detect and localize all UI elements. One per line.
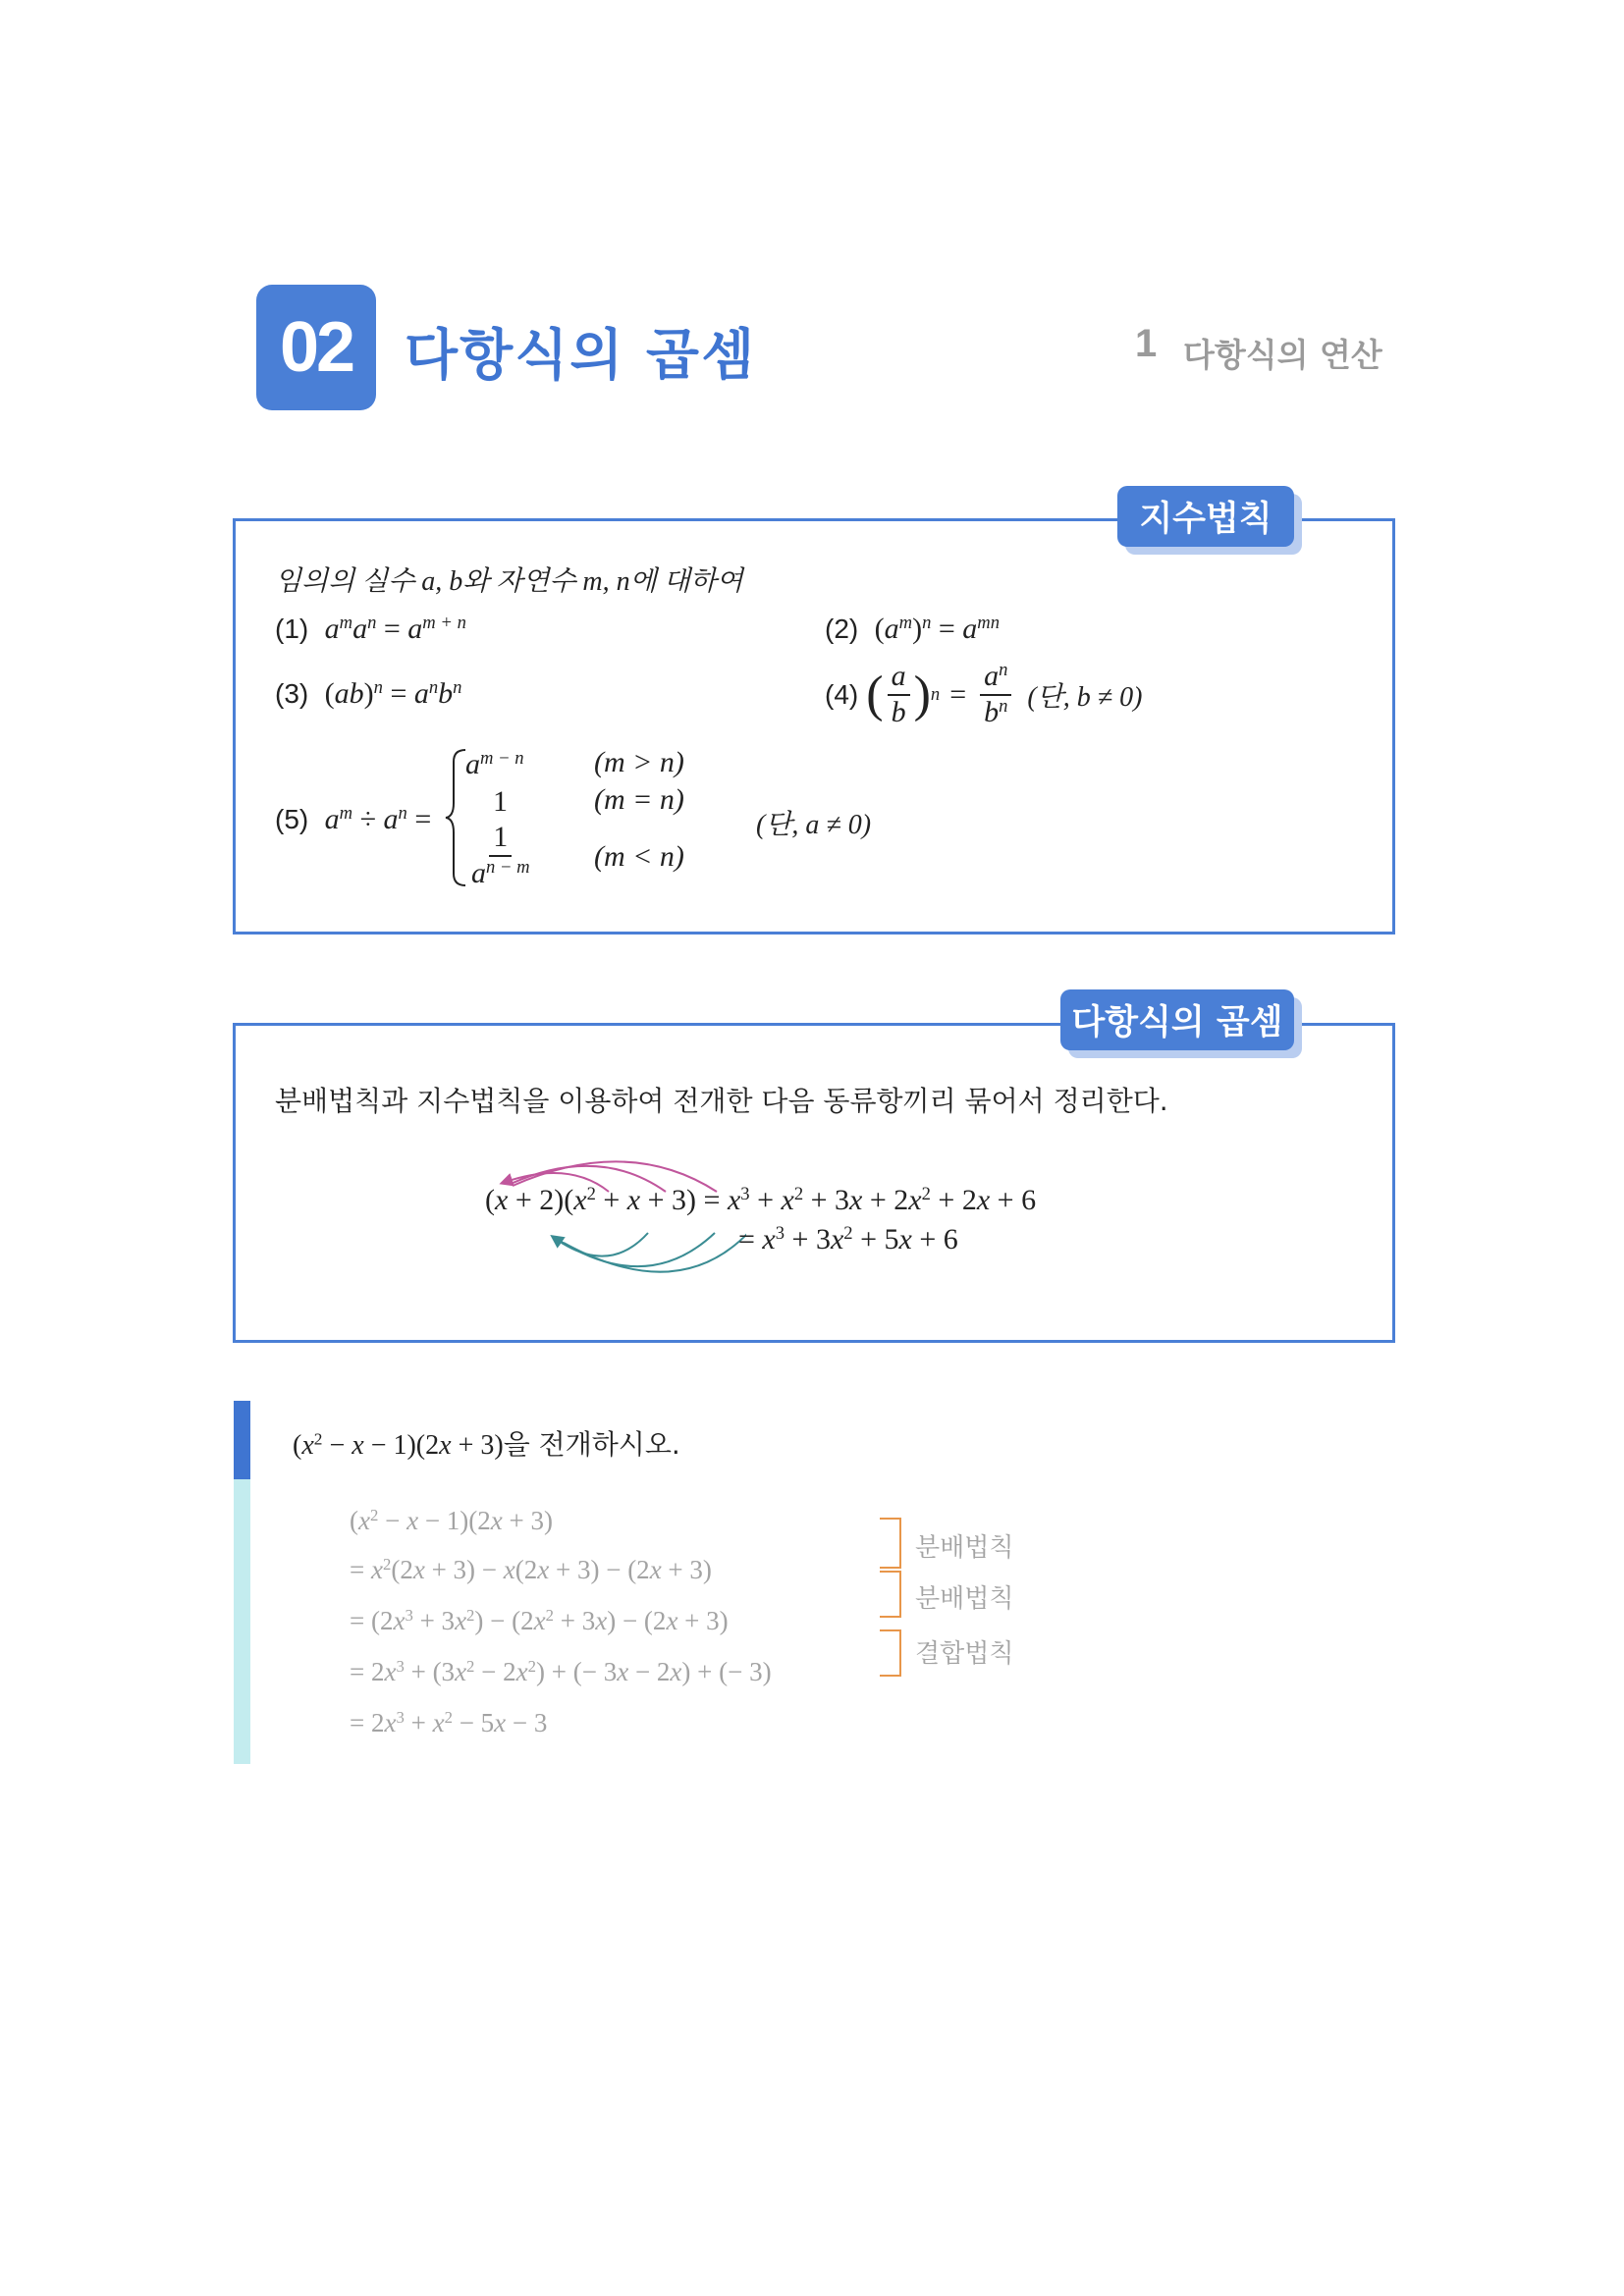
rule-3-label: (3) bbox=[275, 678, 309, 709]
rule-2 bbox=[825, 613, 1000, 646]
polynomial-tab bbox=[1060, 989, 1294, 1050]
case-3-condition: (m < n) bbox=[594, 840, 684, 873]
solution-line-1: $(x^2 - x - 1)(2x + 3)$ bbox=[350, 1505, 553, 1535]
law-label-3: 결합법칙 bbox=[915, 1639, 1014, 1669]
solution-line-3: = $(2x^3 + 3x^2) - (2x^2 + 3x) - (2x + 3)$ bbox=[350, 1605, 729, 1635]
rule-1-formula: $a^ma^n = a^{m + n}$ bbox=[317, 612, 466, 645]
expansion-line-2: = $x^3 + 3x^2 + 5x + 6$ bbox=[738, 1222, 958, 1255]
law-bracket-1 bbox=[880, 1518, 901, 1569]
case-1-condition: (m > n) bbox=[594, 746, 684, 778]
polynomial-box bbox=[233, 1023, 1395, 1343]
example-bar-top bbox=[234, 1401, 250, 1479]
intro-text: 임의의 실수 a, b와 자연수 m, n에 대하여 bbox=[275, 566, 743, 597]
solution-line-5: = $2x^3 + x^2 - 5x - 3$ bbox=[350, 1707, 548, 1737]
solution-line-2: = $x^2(2x + 3) - x(2x + 3) - (2x + 3)$ bbox=[350, 1554, 712, 1584]
chapter-number: 02 bbox=[279, 308, 353, 387]
law-bracket-3 bbox=[880, 1629, 901, 1677]
rule-4-condition: (단, b ≠ 0) bbox=[1027, 681, 1143, 713]
example-bar-bottom bbox=[234, 1479, 250, 1764]
rule-1-label: (1) bbox=[275, 614, 309, 644]
solution-line-4: = $2x^3 + (3x^2 - 2x^2)$ + (− 3x − 2x) + (− 3) bbox=[350, 1656, 772, 1686]
exponent-intro bbox=[275, 560, 743, 599]
polynomial-description: 분배법칙과 지수법칙을 이용하여 전개한 다음 동류항끼리 묶어서 정리한다. bbox=[275, 1085, 1168, 1117]
chapter-title: 다항식의 곱셈 bbox=[405, 324, 757, 388]
rule-4-label: (4) bbox=[825, 678, 859, 710]
case-2-condition: (m = n) bbox=[594, 783, 684, 816]
section-title: 다항식의 연산 bbox=[1183, 336, 1382, 374]
rule-3 bbox=[275, 677, 461, 711]
case-3-value: $\frac{1}{a^{n - m}}$ bbox=[471, 821, 530, 889]
rule-3-formula: $(ab)^n = a^nb^n$ bbox=[324, 676, 462, 710]
exponent-law-tab bbox=[1117, 486, 1294, 547]
section-number: 1 bbox=[1135, 322, 1158, 365]
case-2-value: 1 bbox=[493, 785, 508, 818]
example-problem: $(x^2 - x - 1)(2x + 3)$을 전개하시오. bbox=[293, 1428, 680, 1461]
rule-2-formula: $(a^m)^n = a^{mn}$ bbox=[874, 612, 1001, 645]
law-label-2: 분배법칙 bbox=[915, 1584, 1014, 1614]
rule-1 bbox=[275, 613, 466, 646]
rule-4 bbox=[825, 660, 1142, 729]
rule-2-label: (2) bbox=[825, 614, 859, 644]
rule-5 bbox=[275, 803, 431, 836]
rule-5-condition: (단, a ≠ 0) bbox=[756, 810, 872, 840]
distribution-arrows bbox=[491, 1148, 746, 1286]
rule-5-label: (5) bbox=[275, 804, 309, 834]
rule-4-formula: ( $\frac{a}{b}$ ) n = $\frac{a^n}{b^n}$ bbox=[866, 660, 1015, 729]
exponent-law-tab-label: 지수법칙 bbox=[1139, 500, 1272, 539]
polynomial-tab-label: 다항식의 곱셈 bbox=[1071, 1003, 1283, 1042]
chapter-number-badge bbox=[256, 285, 376, 410]
law-label-1: 분배법칙 bbox=[915, 1533, 1014, 1563]
case-1-value: $a^{m - n}$ bbox=[465, 747, 524, 780]
law-bracket-2 bbox=[880, 1571, 901, 1618]
rule-5-lhs: $a^m \div a^n$ = bbox=[317, 802, 432, 835]
expansion-line-1: $(x + 2)(x^2 + x + 3) = x^3 + x^2 + 3x + 2x^2 + 2x + 6$ bbox=[485, 1183, 1037, 1216]
